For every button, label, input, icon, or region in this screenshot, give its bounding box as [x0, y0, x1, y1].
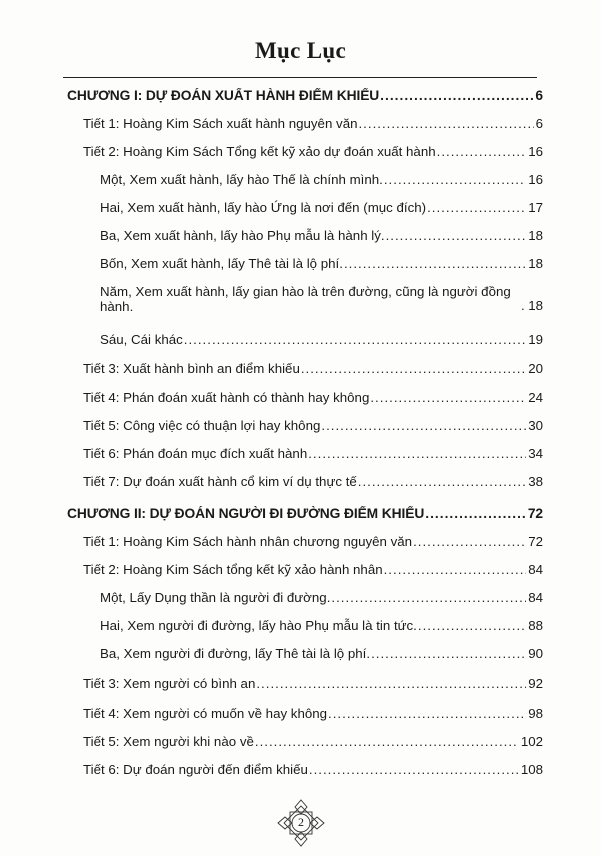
- toc-chapter-entry[interactable]: [67, 88, 543, 104]
- dot-leader: [344, 256, 526, 272]
- toc-entry-page: 34: [528, 446, 543, 461]
- toc-entry-page: 17: [528, 200, 543, 215]
- toc-entry-page: 108: [520, 762, 543, 777]
- dot-leader: [301, 361, 526, 377]
- dot-leader: [370, 390, 526, 406]
- toc-entry-label: Tiết 6: Phán đoán mục đích xuất hành: [83, 446, 308, 461]
- toc-entry-page: 20: [528, 361, 543, 376]
- toc-entry-page: 6: [535, 116, 543, 131]
- dot-leader: [256, 676, 526, 692]
- dot-leader: [437, 144, 527, 160]
- toc-entry-label: Tiết 4: Xem người có muốn về hay không: [83, 706, 328, 721]
- toc-entry-page: 72: [527, 506, 543, 521]
- toc-entry-label: Tiết 3: Xuất hành bình an điểm khiếu: [83, 361, 300, 376]
- toc-entry-page: 90: [528, 646, 543, 661]
- toc-entry-label: Ba, Xem xuất hành, lấy hào Phụ mẫu là hành lý.: [100, 228, 385, 243]
- toc-entry-label: Tiết 5: Xem người khi nào về: [83, 734, 254, 749]
- toc-entry[interactable]: [83, 762, 543, 778]
- toc-entry-label: Sáu, Cái khác: [100, 332, 183, 347]
- toc-entry-page: 84: [528, 590, 543, 605]
- toc-entry-label: Tiết 5: Công việc có thuận lợi hay không: [83, 418, 321, 433]
- toc-entry-page: 72: [528, 534, 543, 549]
- toc-entry-label: Tiết 1: Hoàng Kim Sách hành nhân chương nguyên văn: [83, 534, 413, 549]
- toc-entry[interactable]: [83, 676, 543, 692]
- toc-entry-label: Tiết 4: Phán đoán xuất hành có thành hay không: [83, 390, 370, 405]
- toc-entry-label: Một, Lấy Dụng thần là người đi đường.: [100, 590, 331, 605]
- title-rule: [63, 77, 537, 78]
- toc-entry[interactable]: [100, 172, 543, 188]
- toc-entry-label: Hai, Xem người đi đường, lấy hào Phụ mẫu là tin tức.: [100, 618, 417, 633]
- toc-entry[interactable]: [83, 474, 543, 490]
- toc-entry[interactable]: [100, 618, 543, 634]
- toc-entry-page: 92: [528, 676, 543, 691]
- toc-entry-label: Một, Xem xuất hành, lấy hào Thế là chính mình.: [100, 172, 383, 187]
- toc-entry[interactable]: [83, 446, 543, 462]
- dot-leader: [308, 446, 526, 462]
- dot-leader: [380, 88, 533, 104]
- dot-leader: [255, 734, 519, 750]
- dot-leader: [328, 706, 526, 722]
- dot-leader: [425, 506, 526, 522]
- toc-entry[interactable]: [83, 144, 543, 160]
- toc-entry-label: Bốn, Xem xuất hành, lấy Thê tài là lộ phí.: [100, 256, 343, 271]
- dot-leader: [331, 590, 526, 606]
- toc-entry[interactable]: [100, 332, 543, 348]
- dot-leader: [384, 172, 526, 188]
- toc-entry[interactable]: [83, 390, 543, 406]
- toc-entry[interactable]: [83, 562, 543, 578]
- dot-leader: [427, 200, 526, 216]
- toc-entry-label: Hai, Xem xuất hành, lấy hào Ứng là nơi đến (mục đích): [100, 200, 427, 215]
- dot-leader: [413, 534, 526, 550]
- toc-entry-page: 19: [528, 332, 543, 347]
- toc-entry-label: Tiết 3: Xem người có bình an: [83, 676, 256, 691]
- toc-entry-label: Ba, Xem người đi đường, lấy Thê tài là lộ phí.: [100, 646, 371, 661]
- page-title: Mục Lục: [255, 38, 346, 63]
- toc-entry[interactable]: [100, 646, 543, 662]
- toc-entry-label: CHƯƠNG I: DỰ ĐOÁN XUẤT HÀNH ĐIỂM KHIẾU: [67, 88, 380, 103]
- dot-leader: [184, 332, 526, 348]
- dot-leader: [384, 562, 527, 578]
- toc-entry-label: Tiết 6: Dự đoán người đến điểm khiếu: [83, 762, 308, 777]
- dot-leader: [418, 618, 526, 634]
- toc-entry-page: 16: [528, 144, 543, 159]
- toc-entry-label: Năm, Xem xuất hành, lấy gian hào là trên đường, cũng là người đồng hành.: [100, 284, 511, 314]
- toc-chapter-entry[interactable]: [67, 506, 543, 522]
- toc-entry[interactable]: [83, 116, 543, 132]
- toc-entry-label: Tiết 7: Dự đoán xuất hành cổ kim ví dụ thực tế: [83, 474, 357, 489]
- dot-leader: [386, 228, 527, 244]
- toc-entry-label: Tiết 1: Hoàng Kim Sách xuất hành nguyên văn: [83, 116, 358, 131]
- dot-leader: [321, 418, 526, 434]
- toc-entry-page: 98: [528, 706, 543, 721]
- toc-entry-page: 16: [528, 172, 543, 187]
- toc-entry-label: CHƯƠNG II: DỰ ĐOÁN NGƯỜI ĐI ĐƯỜNG ĐIỂM KHIẾU: [67, 506, 425, 521]
- page-number: 2: [298, 815, 304, 829]
- toc-entry-page: 18: [528, 228, 543, 243]
- toc-entry-page: 102: [520, 734, 543, 749]
- toc-entry[interactable]: [83, 734, 543, 750]
- toc-entry-page: 6: [535, 88, 543, 103]
- dot-leader: [309, 762, 519, 778]
- toc-entry[interactable]: [83, 418, 543, 434]
- toc-entry-page: 88: [528, 618, 543, 633]
- toc-entry-page: 18: [528, 298, 543, 313]
- toc-entry[interactable]: [100, 228, 543, 244]
- toc-entry[interactable]: [83, 706, 543, 722]
- toc-entry[interactable]: [83, 534, 543, 550]
- toc-entry-page: 38: [528, 474, 543, 489]
- toc-entry[interactable]: [100, 256, 543, 272]
- dot-leader: [521, 298, 526, 314]
- toc-entry-page: 30: [528, 418, 543, 433]
- toc-entry[interactable]: [100, 200, 543, 216]
- toc-entry[interactable]: [100, 590, 543, 606]
- dot-leader: [358, 116, 533, 132]
- toc-entry[interactable]: [83, 361, 543, 377]
- toc-entry-page: 18: [528, 256, 543, 271]
- toc-entry[interactable]: [100, 284, 543, 314]
- dot-leader: [371, 646, 526, 662]
- toc-entry-page: 84: [528, 562, 543, 577]
- toc-entry-label: Tiết 2: Hoàng Kim Sách tổng kết kỹ xảo hành nhân: [83, 562, 383, 577]
- toc-entry-label: Tiết 2: Hoàng Kim Sách Tổng kết kỹ xảo dự đoán xuất hành: [83, 144, 436, 159]
- toc-entry-page: 24: [528, 390, 543, 405]
- dot-leader: [358, 474, 526, 490]
